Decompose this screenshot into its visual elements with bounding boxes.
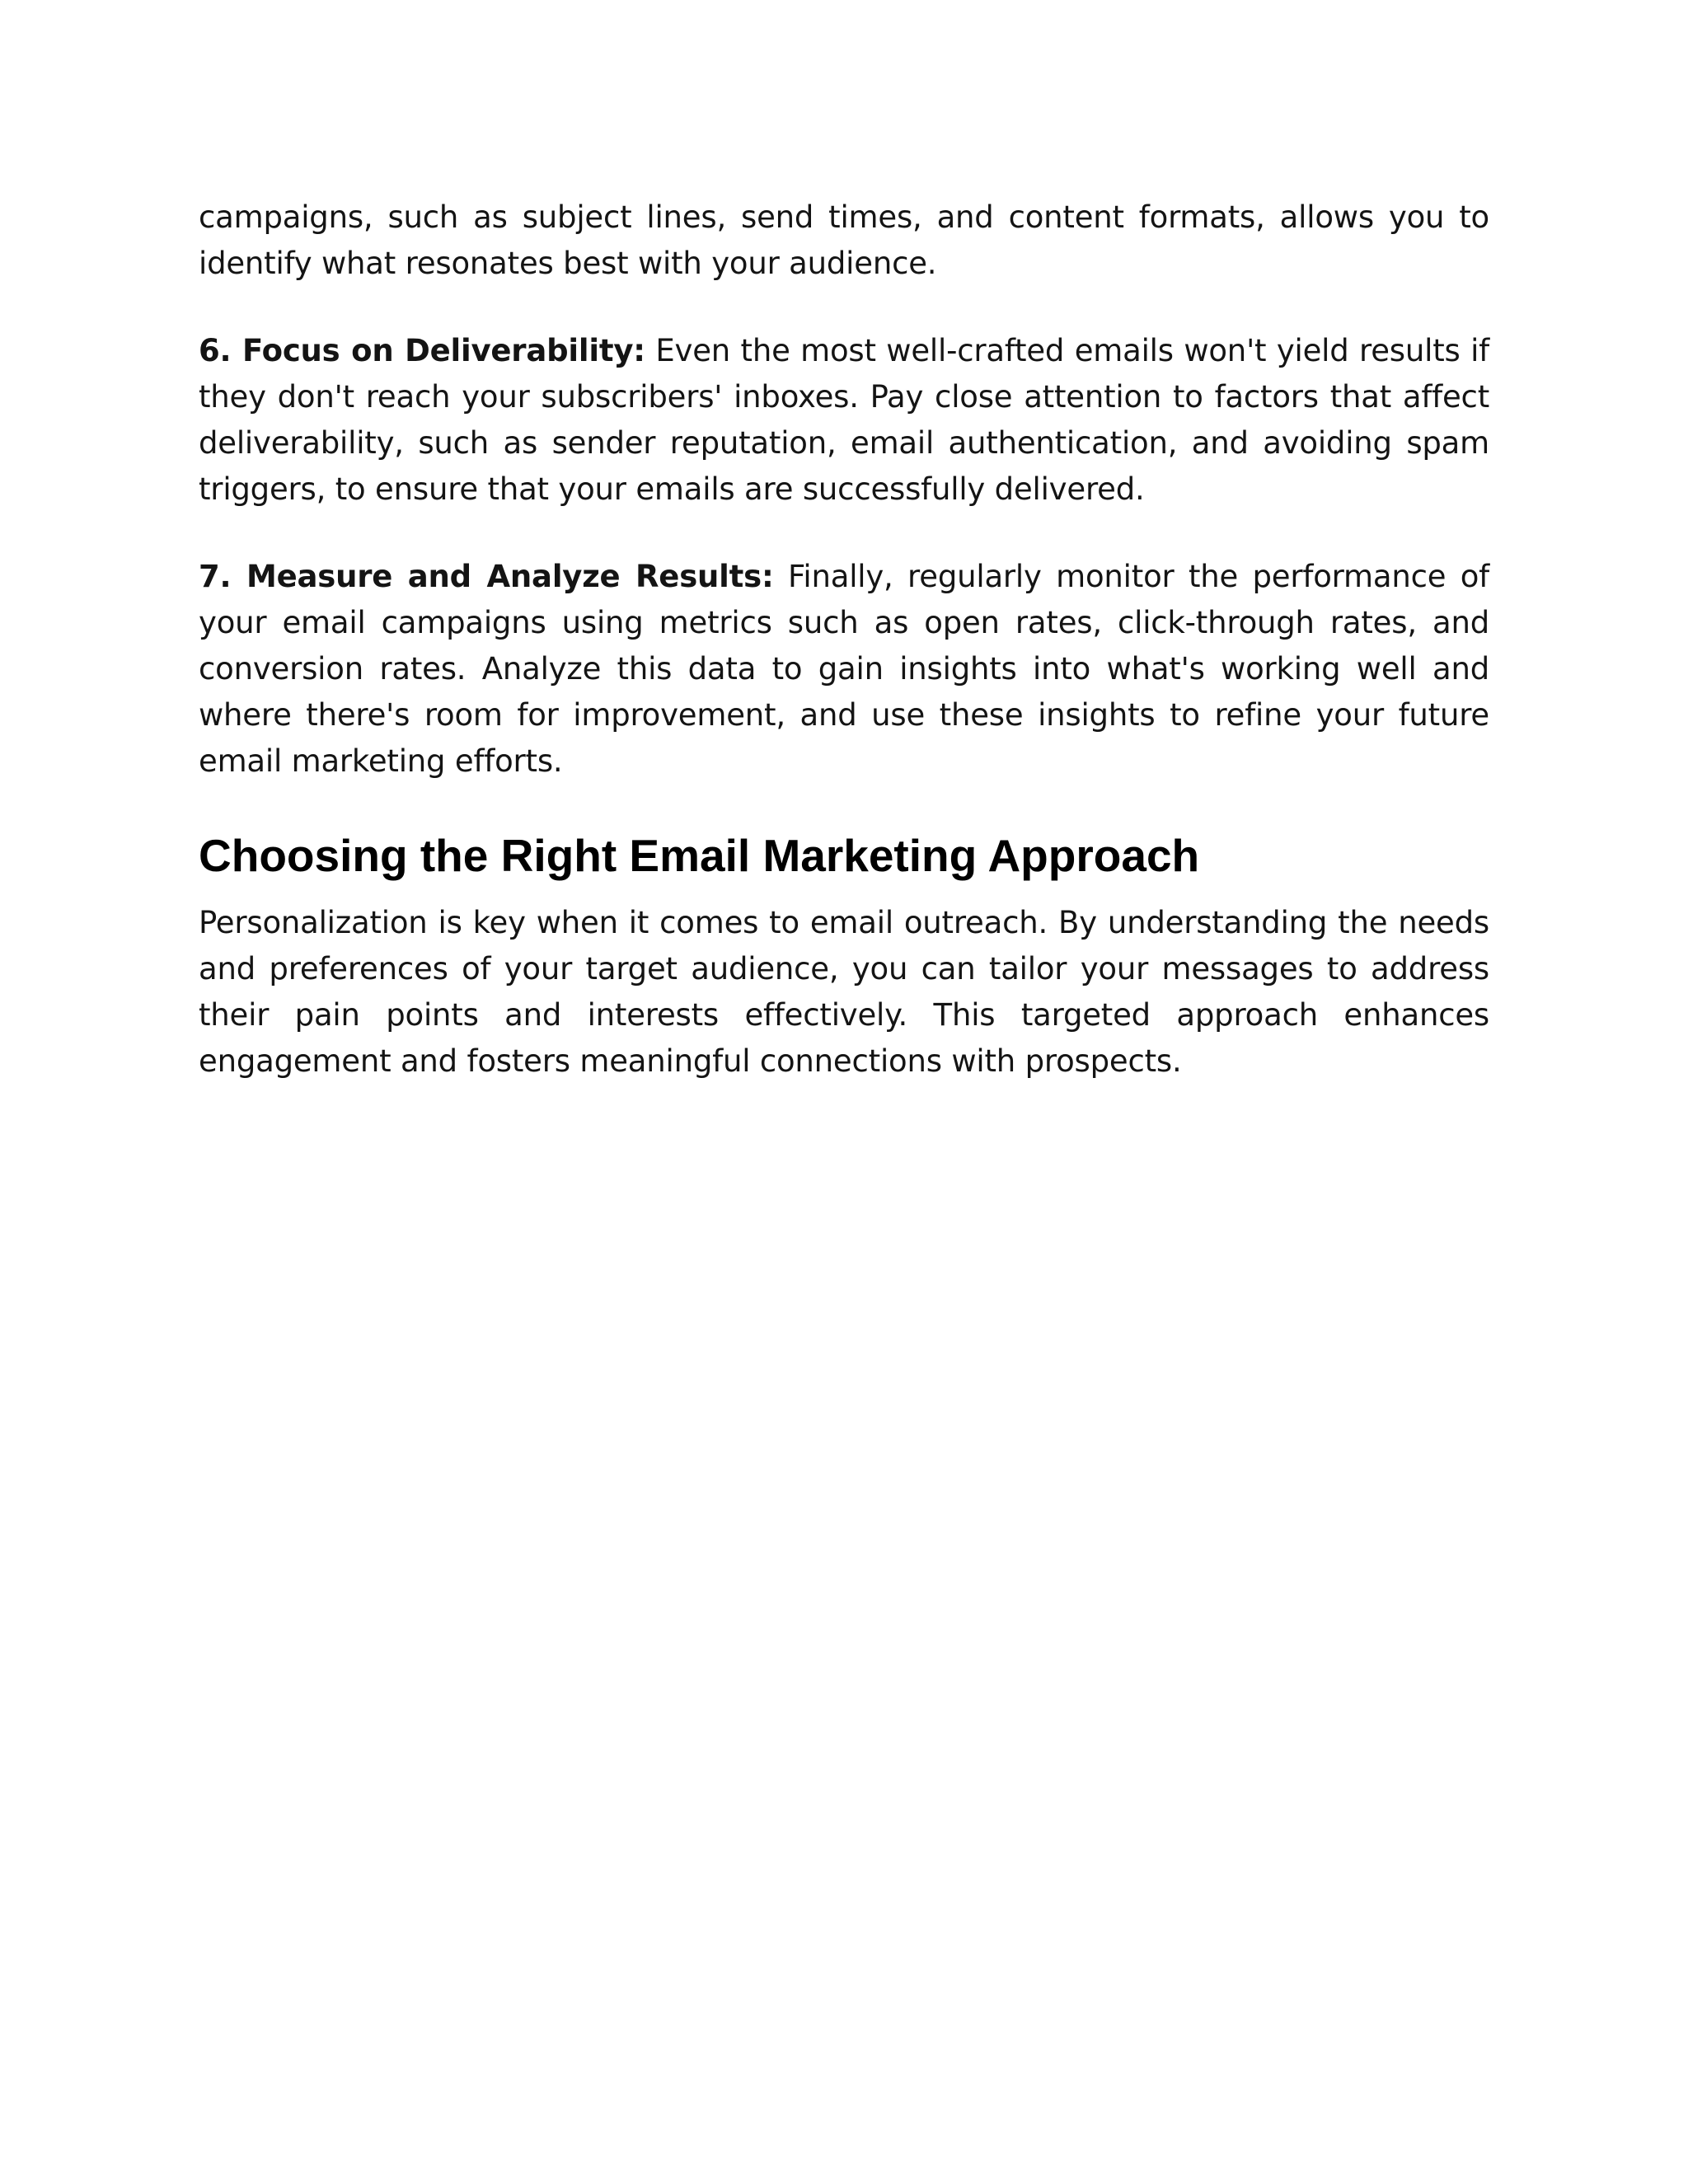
section-heading: Choosing the Right Email Marketing Approach	[199, 830, 1200, 881]
paragraph-deliverability	[199, 328, 1489, 513]
section-paragraph: Personalization is key when it comes to email outreach. By understanding the needs and preferences of your target audience, you can tailor your messages to address their pain points and interests effectively. This targeted approach enhances engagement and fosters meaningful connections with prospects.	[199, 905, 1489, 1079]
paragraph-text: Even the most well-crafted emails won't yield results if they don't reach your subscribers' inboxes. Pay close attention to factors that affect deliverability, such as sender reputation, email authentication, and avoiding spam triggers, to ensure that your emails are successfully delivered.	[199, 333, 1489, 507]
paragraph-text: campaigns, such as subject lines, send times, and content formats, allows you to identify what resonates best with your audience.	[199, 199, 1489, 281]
paragraph-lead: 6. Focus on Deliverability:	[199, 333, 645, 368]
paragraph-lead: 7. Measure and Analyze Results:	[199, 559, 774, 594]
paragraph-continuation	[199, 194, 1489, 287]
paragraph-text: Finally, regularly monitor the performance of your email campaigns using metrics such as open rates, click-through rates, and conversion rates. Analyze this data to gain insights into what's working well and where there's room for improvement, and use these insights to refine your future email marketing efforts.	[199, 559, 1489, 779]
paragraph-measure-results	[199, 554, 1489, 785]
document-body	[199, 194, 1489, 1085]
